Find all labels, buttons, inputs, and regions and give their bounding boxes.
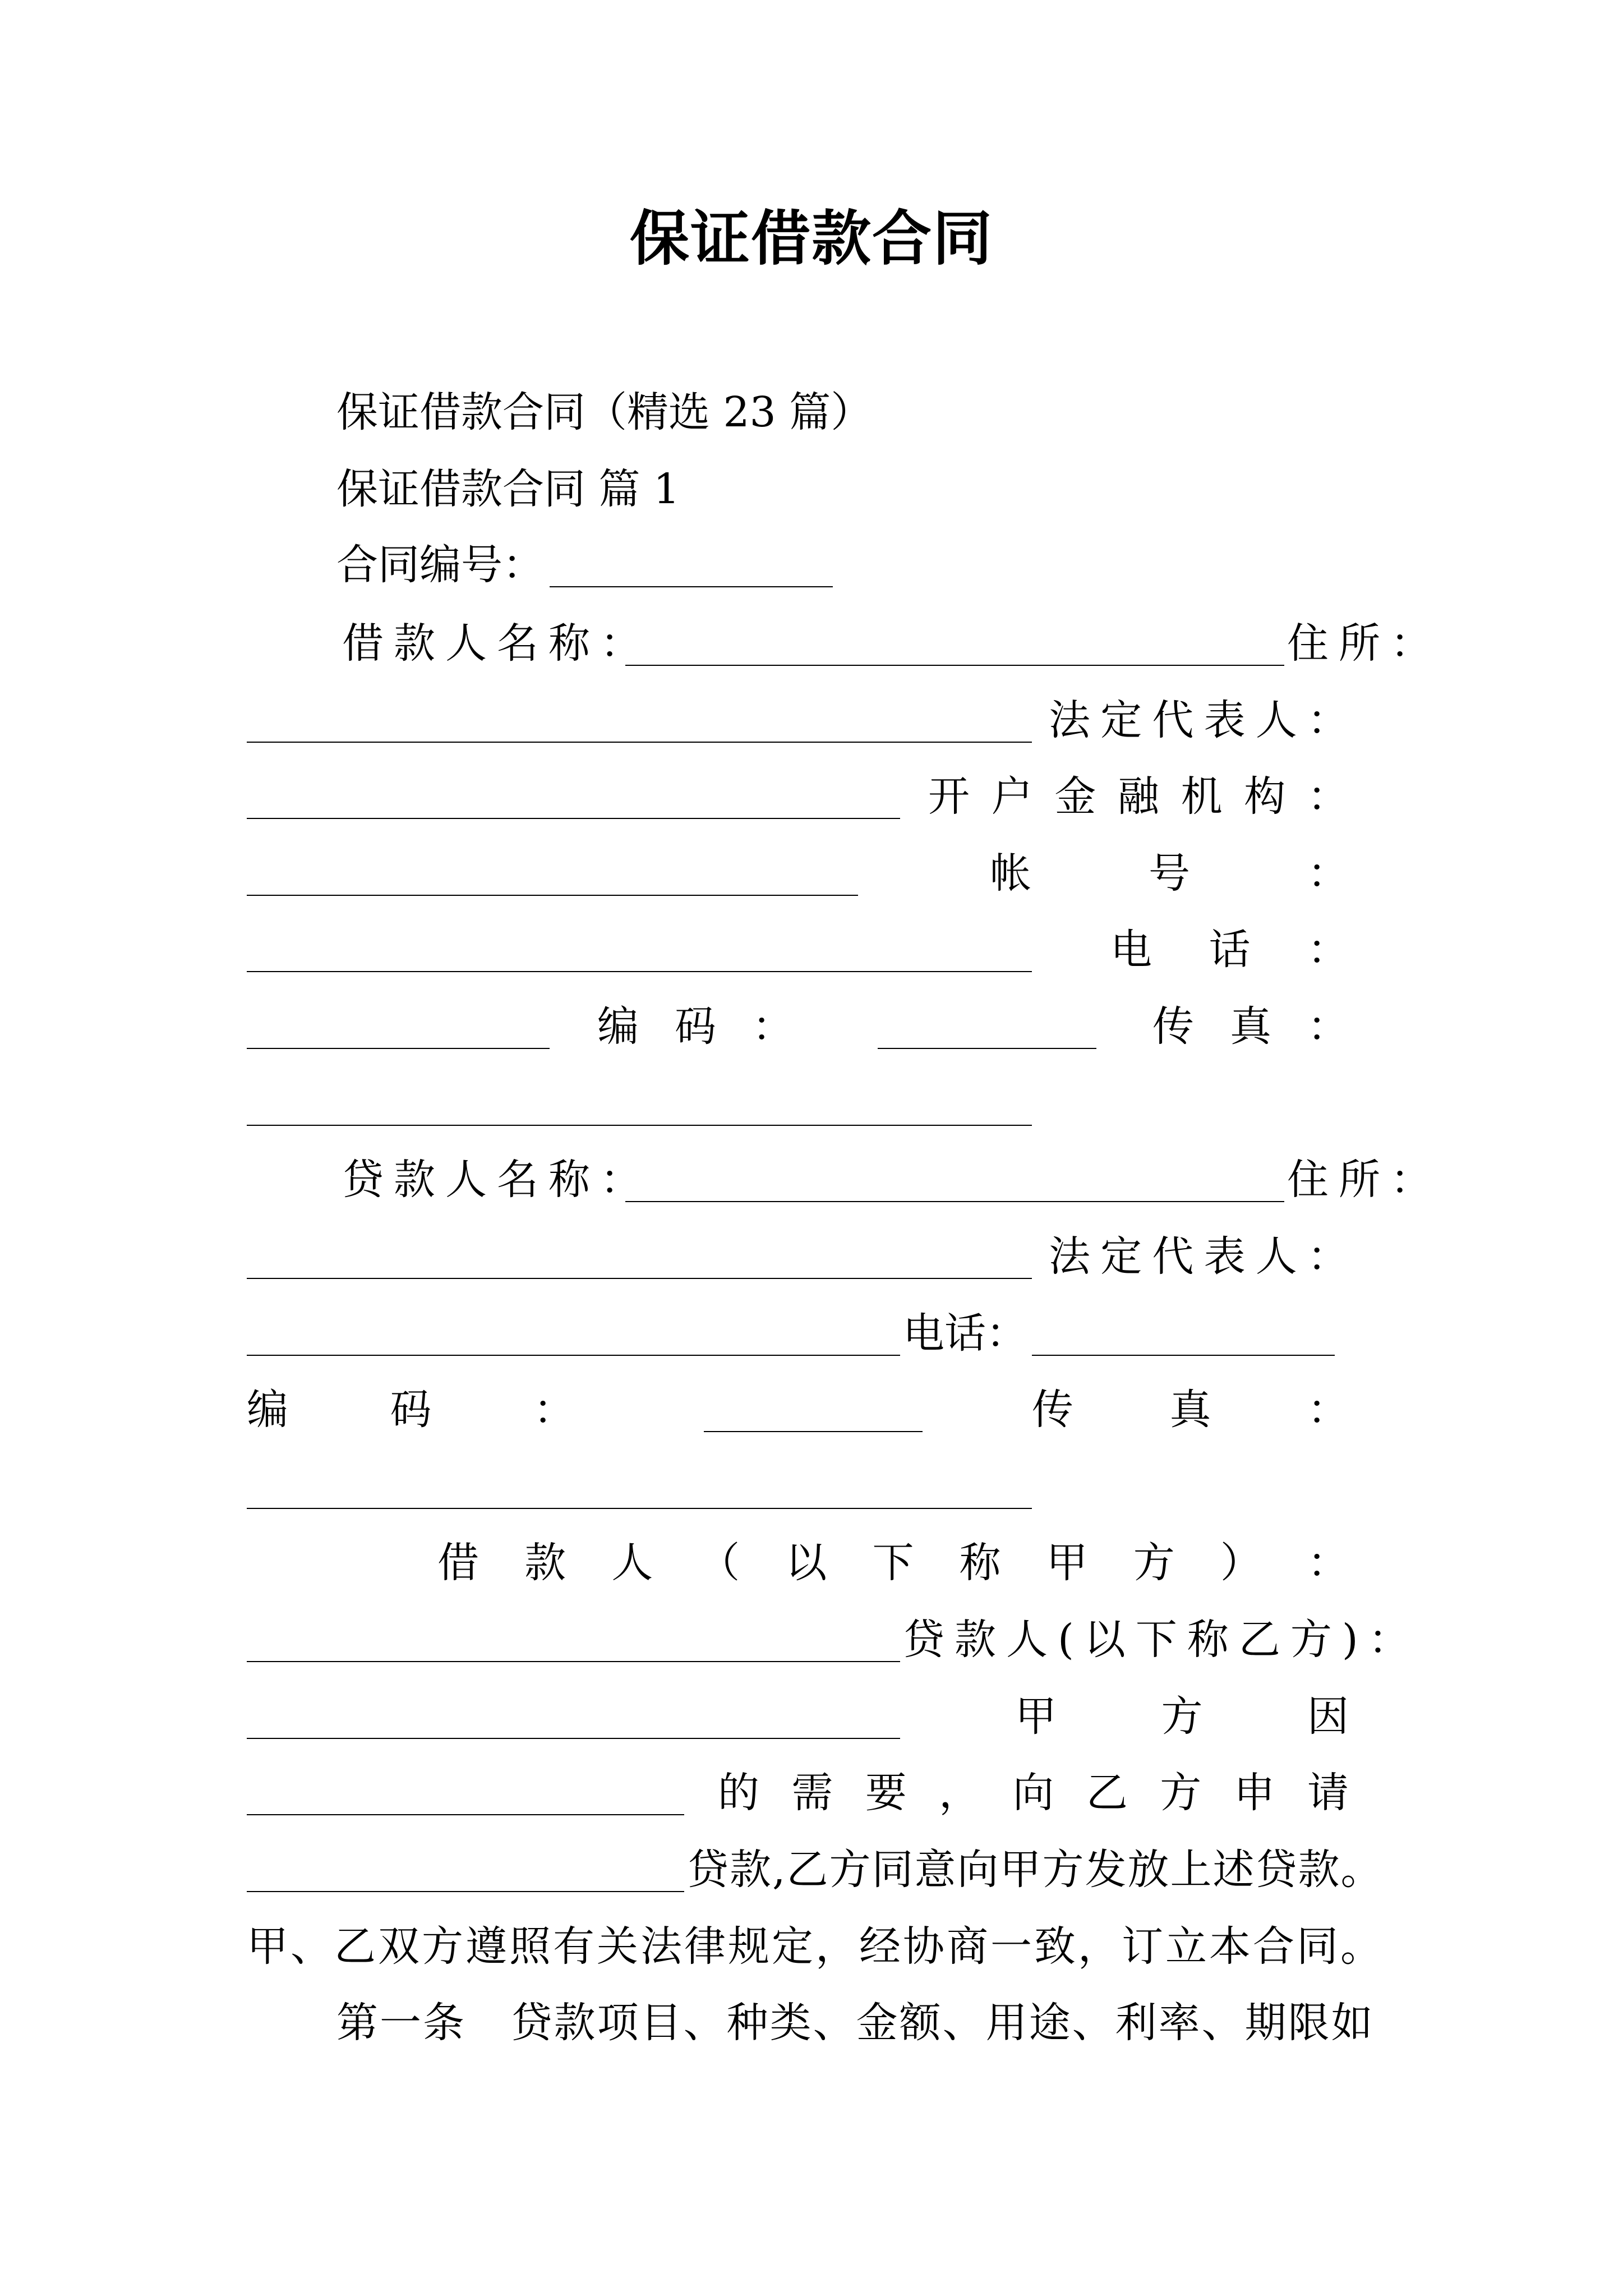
lender-definition-blank[interactable]: [247, 1738, 900, 1739]
loan-amount-blank[interactable]: [247, 1891, 684, 1892]
label-char: 构: [1244, 772, 1286, 821]
lender-legal-rep-label: [1049, 1228, 1349, 1285]
lender-phone-blank[interactable]: [1032, 1355, 1335, 1356]
borrower-definition-blank[interactable]: [247, 1661, 900, 1662]
loan-sentence-row: [247, 1842, 1424, 1898]
page-title: 保证借款合同: [630, 203, 993, 273]
label-char: 代: [1152, 696, 1194, 744]
label-char: 机: [1181, 772, 1223, 821]
lender-fax-row: [247, 1458, 1368, 1515]
label-char: ：: [1307, 1232, 1349, 1281]
contract-number-label: 合同编号：: [336, 541, 544, 589]
label-char: 话: [1209, 926, 1251, 974]
article-1-row: [336, 1995, 1402, 2051]
lender-name-label: 贷款人名称：: [342, 1156, 652, 1204]
borrower-name-label: 借款人名称：: [342, 619, 652, 668]
lender-postcode-blank[interactable]: [704, 1431, 923, 1432]
label-char: 以: [785, 1539, 827, 1587]
label-char: ，: [939, 1769, 981, 1817]
label-char: 甲: [1015, 1692, 1057, 1741]
label-char: 真: [1169, 1386, 1211, 1434]
label-char: 表: [1204, 696, 1246, 744]
borrower-bank-blank[interactable]: [247, 895, 858, 896]
borrower-fax-row: [247, 1075, 1368, 1131]
borrower-phone-label: [1110, 922, 1349, 978]
borrower-account-label: [990, 845, 1349, 901]
lender-legal-rep-blank[interactable]: [247, 1355, 900, 1356]
label-char: 申: [1233, 1769, 1275, 1817]
borrower-postcode-fax-row: [247, 999, 1368, 1055]
agreement-sentence: 甲、乙双方遵照有关法律规定，经协商一致，订立本合同。: [247, 1922, 1384, 1971]
label-char: 传: [1152, 1002, 1194, 1051]
lender-definition-row: [247, 1612, 1420, 1668]
borrower-legal-rep-row: [247, 692, 1368, 748]
lender-name-blank[interactable]: [625, 1201, 1284, 1202]
label-char: 编: [597, 1002, 639, 1051]
label-char: 下: [872, 1539, 914, 1587]
label-char: 称: [959, 1539, 1001, 1587]
borrower-bank-label: [928, 769, 1349, 825]
label-char: 融: [1117, 772, 1159, 821]
label-char: ：: [533, 1386, 575, 1434]
label-char: （: [698, 1539, 740, 1587]
label-char: 表: [1204, 1232, 1246, 1281]
label-char: 帐: [990, 849, 1031, 898]
label-char: ：: [1307, 696, 1349, 744]
borrower-definition-label: [437, 1535, 1349, 1591]
borrower-bank-row: [247, 769, 1368, 825]
lender-postcode-label: [247, 1382, 575, 1438]
label-char: ：: [1307, 772, 1349, 821]
lender-name-row: [342, 1152, 1442, 1208]
label-char: ）: [1220, 1539, 1262, 1587]
label-char: 户: [991, 772, 1033, 821]
lender-phone-row: [247, 1305, 1368, 1361]
label-char: 方: [1133, 1539, 1175, 1587]
label-char: 法: [1049, 1232, 1090, 1281]
label-char: 要: [865, 1769, 907, 1817]
borrower-name-row: [342, 615, 1442, 671]
label-char: 码: [675, 1002, 716, 1051]
borrower-fax-label: [1152, 999, 1349, 1055]
label-char: 编: [247, 1386, 288, 1434]
borrower-legal-rep-blank[interactable]: [247, 818, 900, 819]
reason-blank[interactable]: [247, 1814, 684, 1815]
label-char: 金: [1054, 772, 1096, 821]
label-char: 甲: [1046, 1539, 1088, 1587]
subtitle-text: 保证借款合同（精选 23 篇）: [336, 388, 873, 436]
need-row: [247, 1765, 1368, 1821]
borrower-definition-row: [247, 1535, 1368, 1591]
label-char: ：: [752, 1002, 794, 1051]
reason-row: [247, 1688, 1368, 1745]
borrower-postcode-label: [597, 999, 794, 1055]
label-char: 方: [1161, 1692, 1203, 1741]
label-char: 号: [1149, 849, 1190, 898]
label-char: ：: [1307, 849, 1349, 898]
label-char: 电: [1110, 926, 1152, 974]
lender-postcode-fax-row: [247, 1382, 1368, 1438]
borrower-legal-rep-label: [1049, 692, 1349, 748]
label-char: 真: [1230, 1002, 1271, 1051]
borrower-phone-blank[interactable]: [247, 1048, 550, 1049]
label-char: 定: [1100, 1232, 1142, 1281]
reason-label: [1015, 1688, 1349, 1745]
borrower-account-blank[interactable]: [247, 971, 1032, 972]
label-char: 借: [437, 1539, 479, 1587]
borrower-phone-row: [247, 922, 1368, 978]
section-heading-text: 保证借款合同 篇 1: [336, 465, 680, 513]
lender-definition-label: 贷款人(以下称乙方)：: [903, 1616, 1420, 1664]
lender-fax-label: [1032, 1382, 1349, 1438]
label-char: ：: [1307, 1386, 1349, 1434]
lender-address-label: 住所：: [1287, 1156, 1442, 1204]
borrower-address-label: 住所：: [1287, 619, 1442, 668]
label-char: 开: [928, 772, 970, 821]
lender-legal-rep-row: [247, 1228, 1368, 1285]
agreement-row: [247, 1918, 1424, 1975]
label-char: 向: [1012, 1769, 1054, 1817]
article-1-heading: 第一条 贷款项目、种类、金额、用途、利率、期限如: [336, 1999, 1375, 2047]
label-char: 人: [611, 1539, 653, 1587]
label-char: 人: [1255, 696, 1297, 744]
borrower-address-blank[interactable]: [247, 742, 1032, 743]
lender-phone-label: 电话：: [903, 1309, 1027, 1358]
label-char: 款: [524, 1539, 566, 1587]
contract-number-row: [336, 537, 841, 593]
label-char: ：: [1307, 1539, 1349, 1587]
label-char: 人: [1255, 1232, 1297, 1281]
label-char: 法: [1049, 696, 1090, 744]
need-label: [718, 1765, 1349, 1821]
borrower-postcode-blank[interactable]: [878, 1048, 1096, 1049]
label-char: 需: [791, 1769, 833, 1817]
label-char: 的: [718, 1769, 759, 1817]
label-char: 方: [1160, 1769, 1202, 1817]
label-char: 乙: [1086, 1769, 1128, 1817]
loan-sentence: 贷款,乙方同意向甲方发放上述贷款。: [687, 1846, 1384, 1894]
label-char: 请: [1307, 1769, 1349, 1817]
label-char: 代: [1152, 1232, 1194, 1281]
label-char: 传: [1032, 1386, 1073, 1434]
label-char: 因: [1307, 1692, 1349, 1741]
label-char: ：: [1307, 926, 1349, 974]
lender-fax-blank[interactable]: [247, 1508, 1032, 1509]
contract-number-blank[interactable]: [550, 586, 833, 587]
lender-address-blank[interactable]: [247, 1278, 1032, 1279]
label-char: 定: [1100, 696, 1142, 744]
label-char: 码: [390, 1386, 432, 1434]
borrower-account-row: [247, 845, 1368, 901]
borrower-name-blank[interactable]: [625, 665, 1284, 666]
label-char: ：: [1307, 1002, 1349, 1051]
borrower-fax-blank[interactable]: [247, 1125, 1032, 1126]
